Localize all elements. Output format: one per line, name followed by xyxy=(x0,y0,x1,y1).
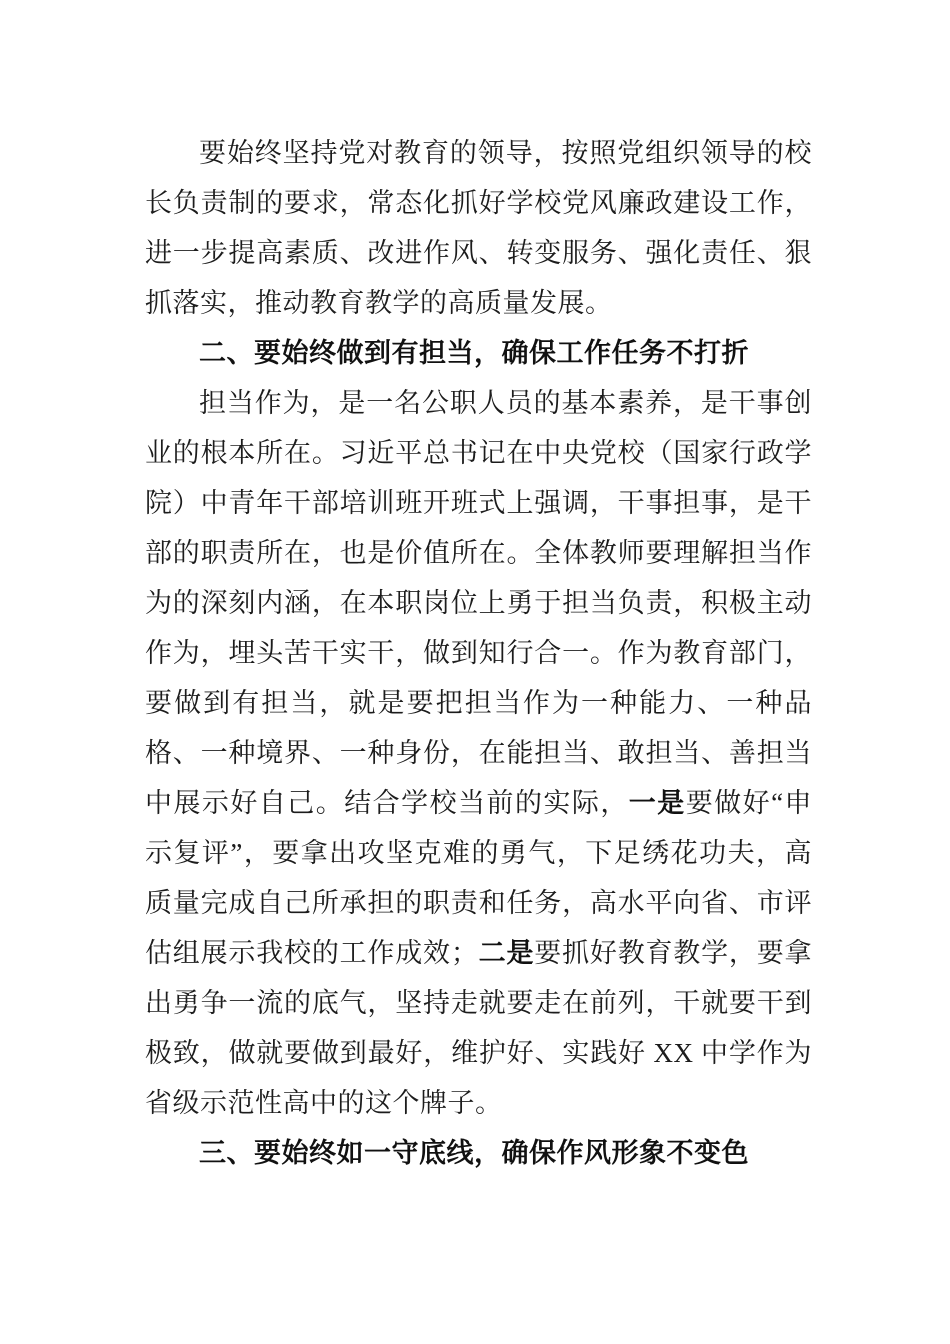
document-body xyxy=(145,128,812,1178)
emphasis-text: 二、要始终做到有担当，确保工作任务不打折 xyxy=(199,338,749,368)
body-text: 要抓好教育教学，要拿出勇争一流的底气，坚持走就要走在前列，干就要干到极致，做就要做到最好，维护好、实践好 XX 中学作为省级示范性高中的这个牌子。 xyxy=(145,938,813,1118)
body-text: 要做好“申示复评”，要拿出攻坚克难的勇气，下足绣花功夫，高质量完成自己所承担的职责和任务，高水平向省、市评估组展示我校的工作成效； xyxy=(145,788,813,968)
body-text: 担当作为，是一名公职人员的基本素养，是干事创业的根本所在。习近平总书记在中央党校（国家行政学院）中青年干部培训班开班式上强调，干事担事，是干部的职责所在，也是价值所在。全体教师要理解担当作为的深刻内涵，在本职岗位上勇于担当负责，积极主动作为，埋头苦干实干，做到知行合一。作为教育部门，要做到有担当，就是要把担当作为一种能力、一种品格、一种境界、一种身份，在能担当、敢担当、善担当中展示好自己。结合学校当前的实际， xyxy=(145,388,812,818)
body-text: 要始终坚持党对教育的领导，按照党组织领导的校长负责制的要求，常态化抓好学校党风廉政建设工作，进一步提高素质、改进作风、转变服务、强化责任、狠抓落实，推动教育教学的高质量发展。 xyxy=(145,138,812,318)
section-heading-3 xyxy=(145,1128,812,1178)
emphasis-text: 二是 xyxy=(478,938,535,968)
paragraph-party-leadership-conclusion xyxy=(145,128,812,328)
paragraph-section-2-body xyxy=(145,378,812,1128)
emphasis-text: 三、要始终如一守底线，确保作风形象不变色 xyxy=(199,1138,749,1168)
emphasis-text: 一是 xyxy=(628,788,686,818)
section-heading-2 xyxy=(145,328,812,378)
